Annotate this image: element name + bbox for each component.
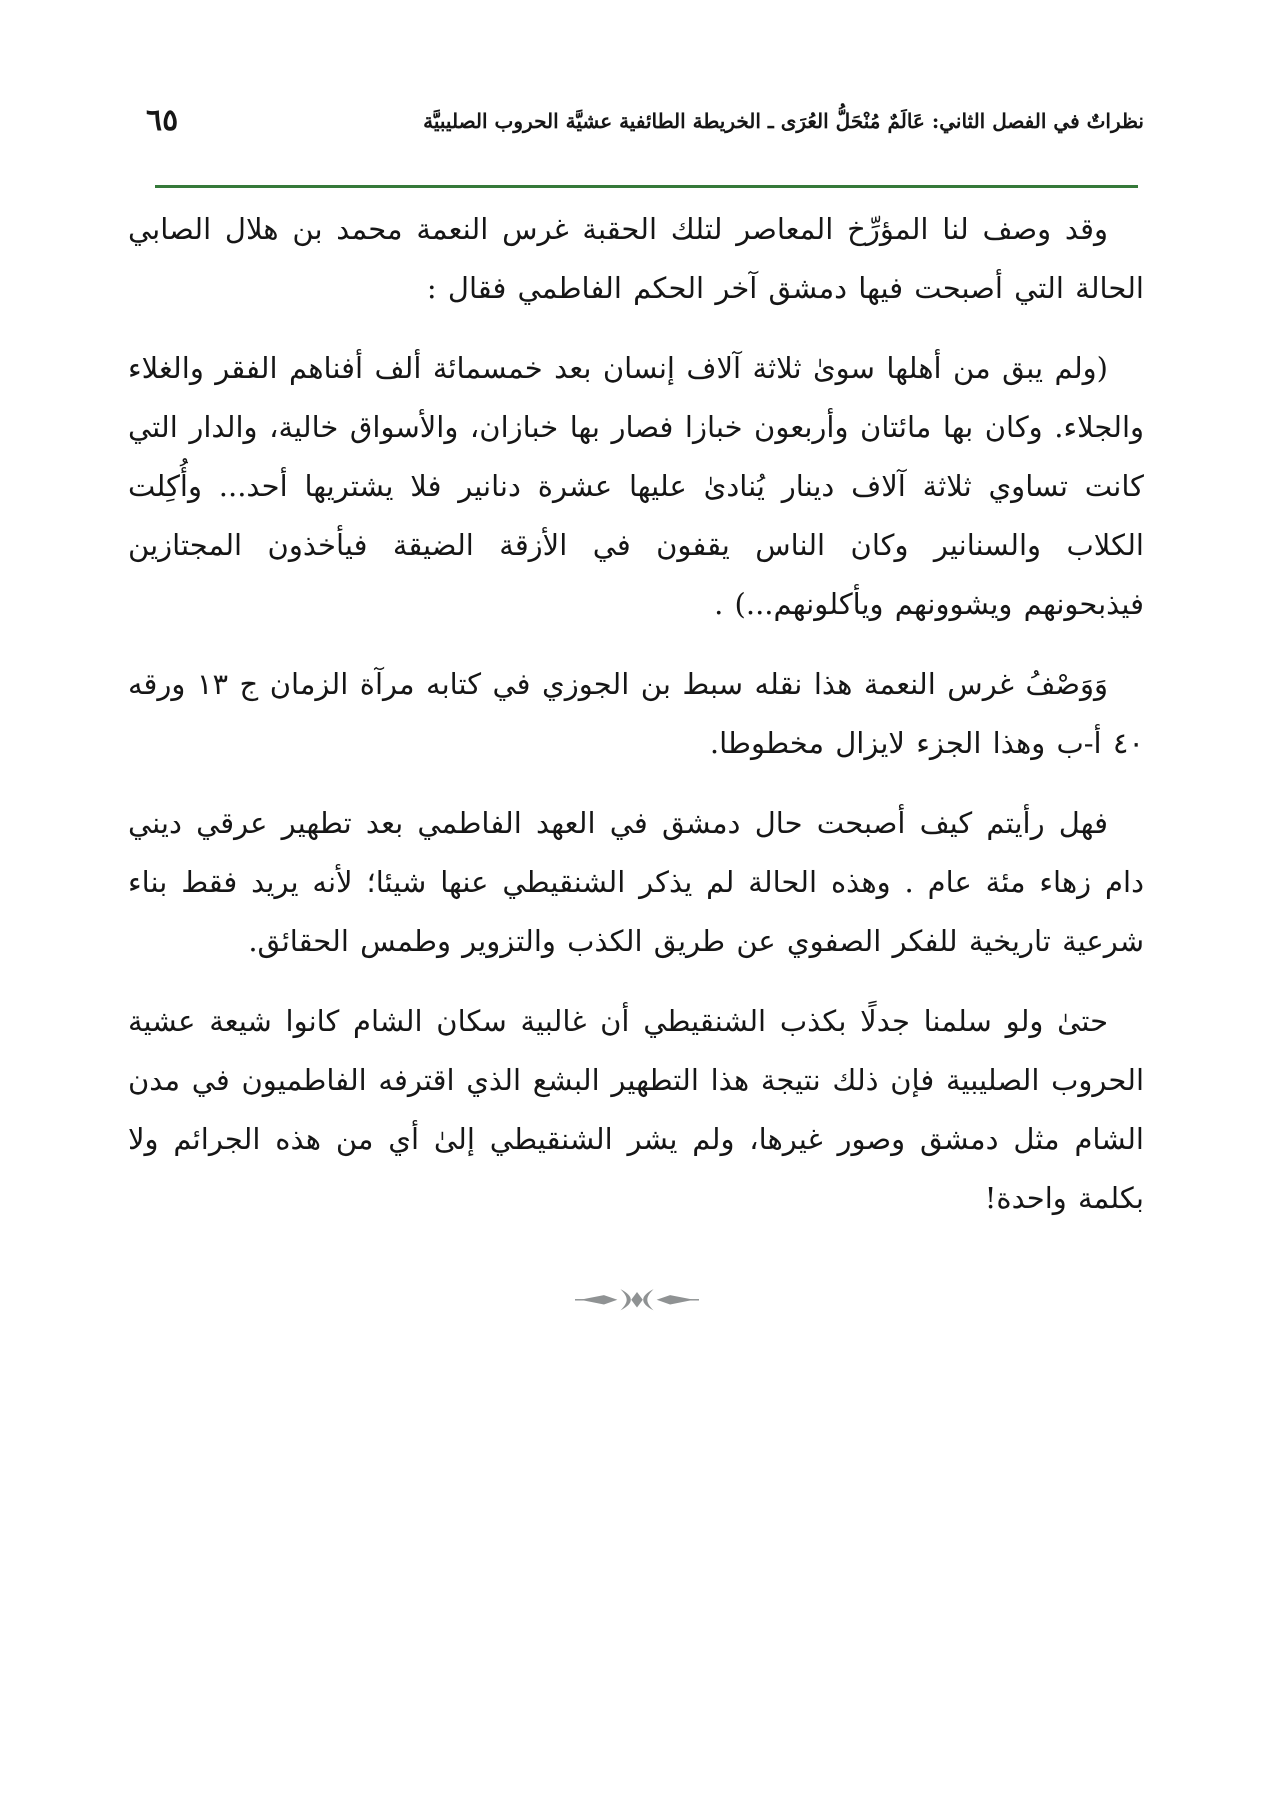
leaf-crescent-diamond-flourish-icon: [575, 1286, 699, 1314]
running-title: نظراتٌ في الفصل الثاني: عَالَمٌ مُنْحَلُّ العُرَى ـ الخريطة الطائفية عشيَّة الحروب الصليبيَّة: [423, 109, 1144, 133]
body-paragraph: وقد وصف لنا المؤرِّخ المعاصر لتلك الحقبة غرس النعمة محمد بن هلال الصابي الحالة التي أصبحت فيها دمشق آخر الحكم الفاطمي فقال :: [128, 212, 1144, 305]
page-body: [128, 200, 1144, 1249]
section-divider: [0, 1286, 1274, 1314]
header-rule: [155, 185, 1138, 188]
body-paragraph: فهل رأيتم كيف أصبحت حال دمشق في العهد الفاطمي بعد تطهير عرقي ديني دام زهاء مئة عام . وهذه الحالة لم يذكر الشنقيطي عنها شيئا؛ لأنه يريد فقط بناء شرعية تاريخية للفكر الصفوي عن طريق الكذب والتزوير وطمس الحقائق.: [128, 806, 1144, 958]
page-header: [140, 104, 1144, 137]
page-number: ٦٥: [146, 103, 179, 138]
body-paragraph: حتىٰ ولو سلمنا جدلًا بكذب الشنقيطي أن غالبية سكان الشام كانوا شيعة عشية الحروب الصليبية فإن ذلك نتيجة هذا التطهير البشع الذي اقترفه الفاطميون في مدن الشام مثل دمشق وصور غيرها، ولم يشر الشنقيطي إلىٰ أي من هذه الجرائم ولا بكلمة واحدة!: [128, 1004, 1144, 1215]
body-paragraph: وَوَصْفُ غرس النعمة هذا نقله سبط بن الجوزي في كتابه مرآة الزمان ج ١٣ ورقه ٤٠ أ-ب وهذا الجزء لايزال مخطوطا.: [128, 667, 1144, 760]
body-paragraph-quote: (ولم يبق من أهلها سوىٰ ثلاثة آلاف إنسان بعد خمسمائة ألف أفناهم الفقر والغلاء والجلاء. وكان بها مائتان وأربعون خبازا فصار بها خبازان، والأسواق خالية، والدار التي كانت تساوي ثلاثة آلاف دينار يُنادىٰ عليها عشرة دنانير فلا يشتريها أحد... وأُكِلت الكلاب والسنانير وكان الناس يقفون في الأزقة الضيقة فيأخذون المجتازين فيذبحونهم ويشوونهم ويأكلونهم...) .: [128, 351, 1144, 621]
